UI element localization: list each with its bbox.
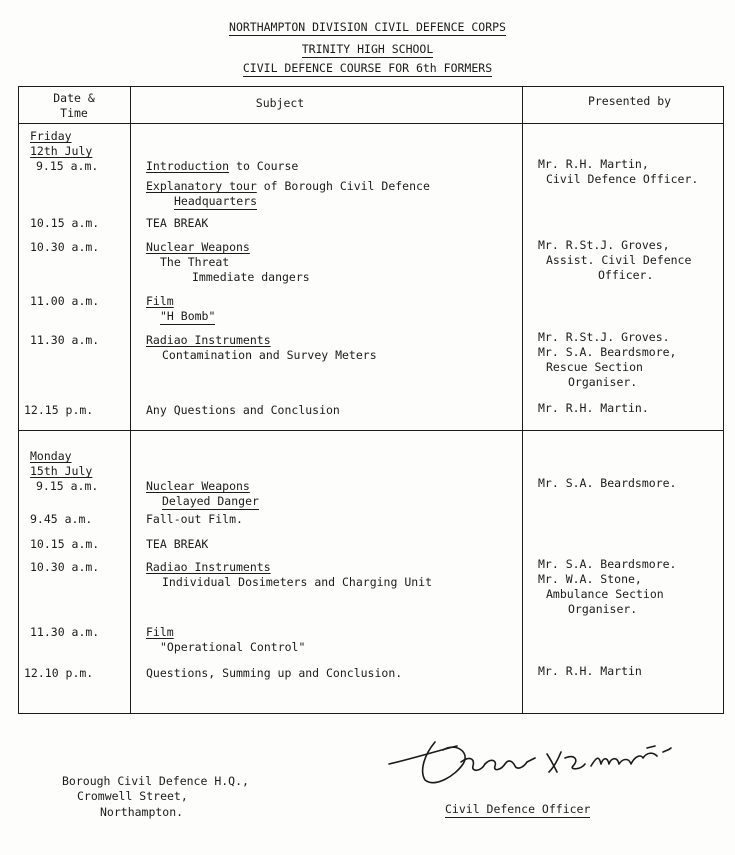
presenter-cell: Mr. R.St.J. Groves. Mr. S.A. Beardsmore, Rescue Section Organiser.	[538, 330, 677, 389]
presenter-cell: Mr. S.A. Beardsmore. Mr. W.A. Stone, Ambulance Section Organiser.	[538, 557, 677, 616]
subject-cell: Nuclear Weapons Delayed Danger	[146, 479, 259, 508]
time-cell: 11.30 a.m.	[30, 333, 100, 347]
time-cell: 10.15 a.m.	[30, 216, 100, 230]
subject-cell: Radiao Instruments Contamination and Survey Meters	[146, 333, 377, 362]
presenter-cell: Mr. R.H. Martin, Civil Defence Officer.	[538, 157, 699, 186]
date-label: 15th July	[30, 464, 93, 478]
signatory-title: Civil Defence Officer	[445, 802, 591, 816]
time-cell: 11.30 a.m.	[30, 625, 100, 639]
time-cell: 10.30 a.m.	[30, 240, 100, 254]
subject-cell: TEA BREAK	[146, 216, 209, 230]
time-cell: 12.10 p.m.	[24, 666, 94, 680]
time-cell: 9.15 a.m.	[36, 479, 99, 493]
day-label: Monday	[30, 449, 72, 463]
time-cell: 9.15 a.m.	[36, 159, 99, 173]
presenter-cell: Mr. R.H. Martin	[538, 664, 642, 678]
address-line: Northampton.	[100, 805, 184, 819]
date-label: 12th July	[30, 144, 93, 158]
address-line: Cromwell Street,	[77, 789, 188, 803]
column-header-date: Date & Time	[53, 91, 95, 120]
time-cell: 10.15 a.m.	[30, 537, 100, 551]
column-header-presenter: Presented by	[587, 94, 672, 108]
time-cell: 11.00 a.m.	[30, 294, 100, 308]
handwritten-signature	[385, 728, 675, 790]
subject-cell: Introduction to Course	[146, 159, 299, 173]
presenter-cell: Mr. S.A. Beardsmore.	[538, 476, 677, 490]
subject-cell: Questions, Summing up and Conclusion.	[146, 666, 403, 680]
subject-cell: Film "Operational Control"	[146, 625, 306, 654]
address-line: Borough Civil Defence H.Q.,	[62, 774, 249, 788]
subject-cell: Fall-out Film.	[146, 512, 243, 526]
time-cell: 9.45 a.m.	[30, 512, 93, 526]
subject-cell: TEA BREAK	[146, 537, 209, 551]
heading-line-3: CIVIL DEFENCE COURSE FOR 6th FORMERS	[242, 61, 493, 75]
day-label: Friday	[30, 129, 72, 143]
column-header-subject: Subject	[255, 96, 305, 110]
presenter-cell: Mr. R.St.J. Groves, Assist. Civil Defence Officer.	[538, 238, 692, 282]
heading-line-1: NORTHAMPTON DIVISION CIVIL DEFENCE CORPS	[229, 20, 506, 34]
presenter-cell: Mr. R.H. Martin.	[538, 401, 649, 415]
heading-line-2: TRINITY HIGH SCHOOL	[301, 42, 434, 56]
time-cell: 10.30 a.m.	[30, 560, 100, 574]
subject-cell: Film "H Bomb"	[146, 294, 216, 323]
subject-cell: Radiao Instruments Individual Dosimeters and Charging Unit	[146, 560, 433, 589]
subject-cell: Explanatory tour of Borough Civil Defence Headquarters	[146, 179, 430, 208]
subject-cell: Nuclear Weapons The Threat Immediate dangers	[146, 240, 310, 284]
subject-cell: Any Questions and Conclusion	[146, 403, 340, 417]
time-cell: 12.15 p.m.	[24, 403, 94, 417]
